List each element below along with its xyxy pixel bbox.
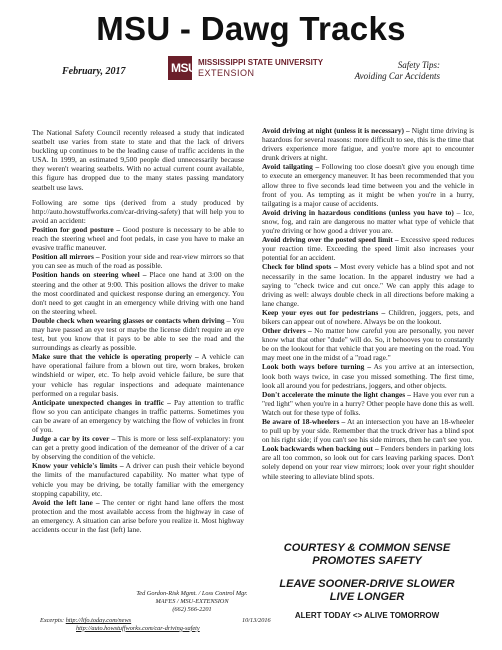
slogan-leave-sooner (262, 578, 472, 604)
intro-paragraph: The National Safety Council recently released a study that indicated seatbelt use varies from state to state and that the lack of drivers buckling up continues to be the leading cause of traffic accidents in the USA. In 1999, an estimated 9,500 people died unnecessarily because they weren't wearing seatbelts. With no actual current count available, this figure has dropped due to the many states passing mandatory seatbelt use laws. (32, 128, 244, 192)
source-link-2[interactable]: http://auto.howstuffworks.com/car-driving-safety (76, 624, 200, 632)
tip-text: Night time driving is hazardous for several reasons: more difficult to see, this is the time that drivers experience more fatigue, and you're more apt to encounter drunk drivers at night. (262, 126, 475, 163)
tip-paragraph (32, 498, 244, 534)
author-credit (132, 590, 252, 613)
tip-paragraph (32, 461, 244, 497)
slogan-courtesy (262, 542, 472, 568)
tip-heading: Know your vehicle's limits – (32, 461, 124, 471)
tip-text: The center or right hand lane offers the most protection and the most available access from the highway in case of an emergency. A situation can arise before you realize it. Most highway accidents occur in the fast (left) lane. (32, 497, 244, 535)
excerpts-sources (40, 617, 271, 633)
newsletter-title: MSU - Dawg Tracks (96, 10, 406, 47)
tip-paragraph (32, 352, 244, 397)
tip-text: Good posture is necessary to be able to reach the steering wheel and foot pedals, in case you have to make an evasive traffic maneuver. (32, 224, 244, 253)
tip-paragraph (262, 235, 474, 262)
tip-heading: Look backwards when backing out – (262, 444, 379, 454)
msu-logo-mark: MSU (168, 56, 192, 80)
tip-heading: Check for blind spots – (262, 262, 338, 272)
credit-org: MAFES / MSU-EXTENSION (155, 597, 229, 605)
tip-paragraph (32, 316, 244, 352)
tip-heading: Avoid the left lane – (32, 497, 100, 507)
source-date: 10/13/2016 (242, 617, 271, 624)
tip-paragraph (262, 362, 474, 389)
tip-heading: Be aware of 18-wheelers – (262, 417, 346, 426)
slogan-courtesy-line2: PROMOTES SAFETY (312, 555, 422, 567)
tip-paragraph (32, 252, 244, 270)
tip-paragraph (262, 326, 474, 362)
tip-text: – Ice, snow, fog, and rain are dangerous no matter what type of vehicle that you're driving or how good a driver you are. (262, 207, 474, 236)
tip-text: Most every vehicle has a blind spot and not necessarily in the same location. In the apparel industry we had a saying to "check twice and cut once." We can apply this adage to driving as well: always double check in all directions before making a lane change. (262, 262, 474, 308)
tip-heading: Position hands on steering wheel – (32, 270, 147, 280)
tip-heading: Position for good posture – (32, 224, 121, 234)
slogan-leave-line1: LEAVE SOONER-DRIVE SLOWER (279, 578, 455, 590)
tip-paragraph (262, 126, 474, 162)
tip-paragraph (32, 434, 244, 461)
tip-heading: Avoid tailgating – (262, 162, 320, 172)
tip-text: Place one hand at 3:00 on the steering and the other at 9:00. This position allows the driver to make the most coordinated and quickest response during an emergency. You don't need to get caught in an emergency while driving with one hand on the steering wheel. (32, 270, 244, 316)
logo-university-name: MISSISSIPPI STATE UNIVERSITY (198, 58, 324, 67)
tip-text: Children, joggers, pets, and bikers can appear out of nowhere. Always be on the lookout. (262, 307, 474, 326)
tip-heading: Keep your eyes out for pedestrians – (262, 307, 386, 317)
tip-heading: Anticipate unexpected changes in traffic – (32, 397, 171, 407)
left-tips-list (32, 225, 244, 534)
excerpts-label: Excerpts: (40, 617, 65, 624)
logo-extension-name: EXTENSION (198, 68, 255, 78)
tip-text: This is more or less self-explanatory: you can get a pretty good indication of the demeanor of the driver of a car by observing the condition of the vehicle. (32, 434, 244, 462)
slogan-alert-today: ALERT TODAY <> ALIVE TOMORROW (294, 611, 440, 620)
tip-text: No matter how careful you are personally, you never know what that other "dude" will do. So, it behooves you to constantly be on the lookout for that vehicle that you are meeting on the road. You may meet one in the midst of a "road rage." (262, 326, 474, 363)
tip-heading: Avoid driving over the posted speed limit – (262, 235, 399, 245)
tip-heading: Avoid driving at night (unless it is necessary) – (262, 126, 410, 135)
tip-heading: Make sure that the vehicle is operating properly – (32, 352, 199, 362)
tip-paragraph (262, 308, 474, 326)
tip-text: A vehicle can have operational failure from a blown out tire, worn brakes, broken windshield or wiper, etc. To help avoid vehicle failure, be sure that your vehicle has regular inspections and adequate maintenance performed on a regular basis. (32, 352, 244, 398)
credit-phone: (662) 566-2201 (172, 605, 212, 613)
tip-paragraph (262, 444, 474, 480)
topic-heading (355, 60, 440, 82)
tip-paragraph (262, 417, 474, 444)
tip-text: As you arrive at an intersection, look both ways twice, in case you missed something. The first time, look all around you for pedestrians, joggers, and other objects. (262, 362, 475, 390)
tip-heading: Double check when wearing glasses or contacts when driving (32, 315, 225, 325)
tip-heading: Look both ways before turning – (262, 362, 372, 372)
slogan-courtesy-line1: COURTESY & COMMON SENSE (283, 542, 451, 554)
tip-text: Following too close doesn't give you enough time to execute an emergency maneuver. It has been recommended that you allow three to five seconds lead time between you and the vehicle in front of you. As tempting as it might be when you're in a hurry, tailgating is a major cause of accidents. (262, 162, 474, 208)
tip-paragraph (262, 208, 474, 235)
topic-line-1: Safety Tips: (397, 60, 440, 70)
tip-paragraph (262, 262, 474, 307)
left-column (32, 128, 244, 534)
right-column (262, 126, 474, 481)
following-paragraph: Following are some tips (derived from a study produced by http://auto.howstuffworks.com/car-driving-safety) that will help you to avoid an accident: (32, 197, 244, 225)
tip-text: Fenders benders in parking lots are all too common, so look out for cars leaving parking spaces. Don't solely depend on your rear view mirrors; look over your right shoulder while steering to alleviate blind spots. (262, 444, 474, 481)
tip-paragraph (32, 225, 244, 252)
right-tips-list (262, 126, 474, 481)
tip-text: At an intersection you have an 18-wheeler to pull up by your side. Remember that the truck driver has a blind spot on his right side; if you can't see his side mirrors, then he can't see you. (262, 417, 474, 445)
tip-heading: Position all mirrors – (32, 252, 100, 262)
msu-extension-logo (168, 56, 324, 82)
tip-heading: Judge a car by its cover – (32, 434, 116, 444)
source-link-1[interactable]: http://lifo.today.com/news (65, 617, 132, 624)
tip-paragraph (32, 398, 244, 434)
tip-text: Excessive speed reduces your reaction time. Exceeding the speed limit also increases your potential for an accident. (262, 235, 474, 263)
credit-name: Ted Gordon-Risk Mgmt. / Loss Control Mgr. (136, 590, 248, 597)
tip-text: Pay attention to traffic flow so you can anticipate changes in traffic patterns. Sometimes you can be aware of an emergency by watching the flow of vehicles in front of you. (32, 397, 244, 434)
tip-text: – You may have passed an eye test or maybe the license didn't require an eye test, but you know that it pays to be able to see the road and the surroundings as clearly as possible. (32, 315, 244, 353)
tip-heading: Other drivers – (262, 326, 312, 336)
tip-text: A driver can push their vehicle beyond the limits of the manufactured capability. No matter what type of vehicle you may be driving, be totally familiar with the emergency stopping capability, etc. (32, 461, 244, 498)
tip-paragraph (262, 390, 474, 417)
tip-paragraph (32, 270, 244, 315)
topic-line-2: Avoiding Car Accidents (354, 71, 440, 81)
issue-date: February, 2017 (62, 66, 126, 77)
tip-heading: Avoid driving in hazardous conditions (unless you have to) (262, 207, 454, 217)
tip-text: Have you ever run a "red light" when you're in a hurry? Other people have done this as well. Watch out for these type of folks. (262, 389, 474, 417)
tip-paragraph (262, 162, 474, 207)
slogan-leave-line2: LIVE LONGER (329, 591, 405, 603)
tip-text: Position your side and rear-view mirrors so that you can see as much of the road as possible. (32, 252, 244, 271)
tip-heading: Don't accelerate the minute the light changes – (262, 389, 411, 399)
